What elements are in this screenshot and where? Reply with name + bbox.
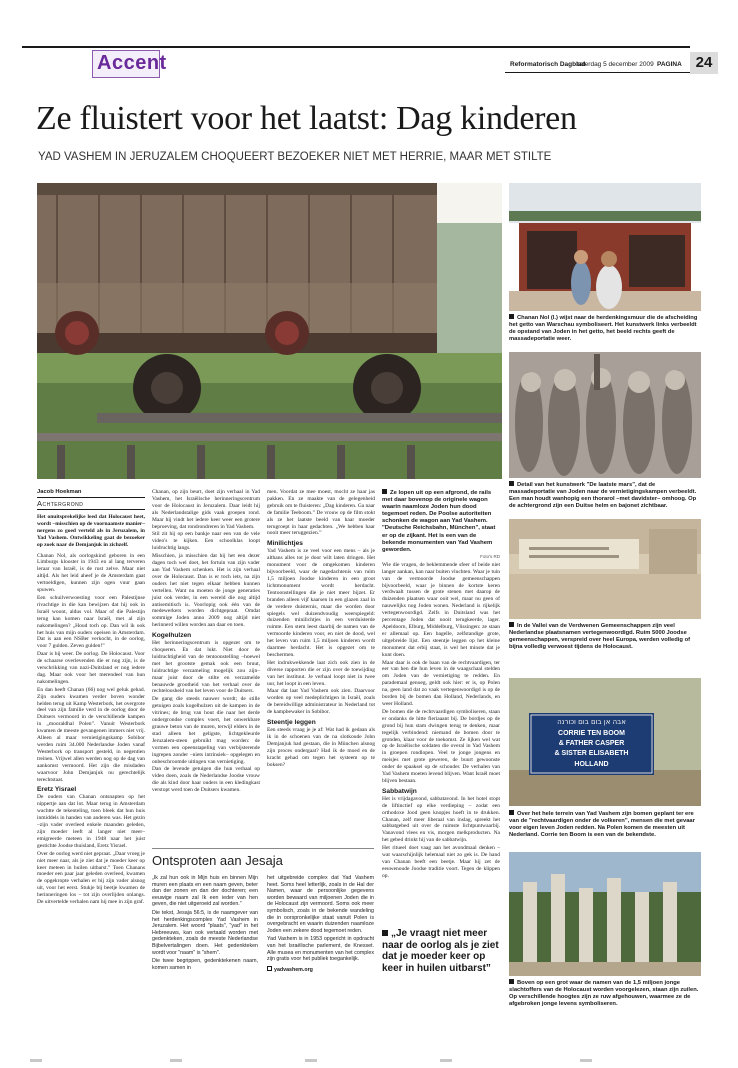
c4-p2: Maar daar is ook de baan van de rechtvaardigen, ter eer van hen die hun leven in de waagschaal stelden om Joden van de vernietiging te redden. En parademaal genoeg, geldt ook hier: er is, op Polen na, geen land dat zo vaak vertegenwoordigd is op de borden bij de bomen dan Holland, Nederlands, en weer Holland. <box>382 659 500 707</box>
pillars-photo <box>509 852 701 976</box>
c1-p5: De ouders van Chanan ontsnapten op het nippertje aan dat lot. Maar terug in Amsterdam wachtte de tekenteling, toen bleek dat hun huis inmiddels in handen van anderen was. Het gezin –zijn vader overleed enkele maanden geleden, zijn moeder leeft al langer niet meer– emigreerde meteen in 1948 naar het juist gestichte Joodse thuisland, Eretz Yisrael. <box>37 794 145 849</box>
sign-hebrew: אבה אן בום בום וכורנה <box>557 718 626 726</box>
monument-wall-photo <box>509 183 701 311</box>
registration-mark <box>170 1059 182 1062</box>
caption-valley-text: In de Vallei van de Verdwenen Gemeenschappen zijn veel Nederlandse plaatsnamen vertegenwoordigd. Ruim 5000 Joodse gemeenschappen, verspreid over heel Europa, werden volledig of bijna volledig verwoest tijdens de Holocaust. <box>509 623 691 650</box>
caption-bullet <box>509 979 514 984</box>
c3-subhead-2: Steentje leggen <box>267 719 316 727</box>
c3-p1: men. Voordat ze mee moest, mocht ze haar jas pakken. En ze maakte van de gelegenheid gebruik om te fluisteren: „Dag kinderen. Ga naar de familie Teeboom.” De vrouw op de film stokt als ze het laatste beeld van haar moeder terugroept in haar gedachten. „We hebben haar nooit meer teruggezien.” <box>267 489 375 537</box>
sign-line3: & SISTER ELISABETH <box>554 750 629 757</box>
relief-photo <box>509 352 701 478</box>
c3-subhead: Minilichtjes <box>267 540 303 548</box>
caption-relief <box>509 481 701 510</box>
caption-tree-text: Over het hele terrein van Yad Vashem zijn bomen geplant ter ere van de "rechtvaardigen onder de volkeren", mensen die met gevaar voor eigen leven Joden redden. Na Polen komen de meesten uit Nederland. Corrie ten Boom is een van de bekendste. <box>509 811 695 838</box>
c1-p1: Chanan Nol, als oorlogskind geboren in een Limburgs klooster in 1943 en al lang terveren leraar van Israël, is de rust zelve. Maar niet altijd. Als het leid aheef je de Amsterdam gaat vertoeldigen, kunnen zijn ogen vuur gaan spuwen. <box>37 552 145 594</box>
c2-p5: De gang die steeds nauwer wordt; de stille getuigen zoals kogelhulzen uit de kampen in de vitrines; de brug van hout die naar het derde ondergrondse complex voert, het onwerkbare grauwe beton van de muren, terwijl elders in de stad alleen het geligste, lichtgekleurde Jeruzalem-steen gebruikt mag worden: de vormen een opeenstapeling van verbijsterende ingrepen zonder –niets intrinsiek– opgelegen en onbeschroomde uitingen van vernietiging. <box>152 696 260 765</box>
page-number: 24 <box>690 52 718 74</box>
top-rule <box>22 46 690 48</box>
photo-credit: Foto's RD <box>480 553 500 559</box>
caption-bullet <box>509 314 514 319</box>
sidebar-p3: Die twee begrippen, gedenktekenen naam, komen samen in <box>152 958 258 971</box>
column-2 <box>152 489 260 795</box>
c4-p1: Wie die vragen, de beklemmende sfeer of beide niet langer aankan, kan naar buiten vluchten. Waar je tuin van de vermoorde Joodse gemeenschappen bijvoorbeeld, waar je binnen de kortste keren verdwaalt tussen de grote stenen met daarop de duizenden plaatsen waar ooit wel, maar nu geen of nauwelijks nog Joden wonen. Nederland is rijkelijk vertegenwoordigd. Zelfs in Duitsland was het percentage Joden dat nooit terugkeerde, lager. Apeldoorn, Elburg, Middelburg, Vlissingen: ze staan er allemaal op. Een bagelle, zelfstandige grote, uitgebreide lijst. Een steentje leggen op het kleine monument dat erbij staat, is wel het minste dat je kunt doen. <box>382 561 500 658</box>
c2-p4: Het herinneringscentrum is opgezet om te choqueren. En dat lukt. Niet door de luidruchtigheid van de tentoonstelling –hoewel met het grootste gemak ook een bruut, luidruchtige verzameling mogelijk zou zijn– maar juist door de stilte en verzamelde benauwde grootheid van het verhaal over de rechteloosheid van het leven voor de Duitsers. <box>152 640 260 695</box>
c1-p4: En dan heeft Chanan (66) nog wel geluk gehad. Zijn ouders kwamen verder boven wonder helden terug uit Kamp Westerbork, het overgrote deel van zijn familie verd in de oorlog door de Duitsers vermoord in de verschillende kampen in „mooraldhal Polen”. Vanuit Westerbork kwamen de meeste gevangenen immers niet vrij. Alleen al maar vernietigingskamp Sobibor werden ruim 34.000 Nederlandse Joden vanaf Westerbork op transport gesteld, in negentien treinen. Vrijwel allen werden nog op de dag van aankomst vermoord. Het zijn die misdaden waarvoor John Demjanjuk nu gerechtelijk terechtstaat. <box>37 686 145 783</box>
issue-date: zaterdag 5 december 2009 <box>576 61 654 68</box>
page-label: PAGINA <box>657 61 682 68</box>
c2-p3: Misschien, ja misschien dat hij het een dezer dagen toch wel doet, het fortuin van zijn vader aan Yad Vashem schenken. Het is zijn verhaal over de Holocaust. Dan is er toch iets, na zijn ouders het niet tegen elkaar hebben kunnen vertellen. Want nu moeten de jonge generaties juist ook verder, in een wereld die nog altijd antisemitisch is. Voorlopig ook één van de medewerkers worden dichtgepraat. Omdat sommige Joden anno 2009 nog altijd niet herinnerd willen worden aan daar en toen. <box>152 553 260 629</box>
c4-p4: Het is vrijdagavond, sabbatavond. In het hotel stopt de liftinctief op elke verdieping – zodat een orthodoxe Jood geen knopjes hoeft in te drukken. Chanan, zelf meer liberaal van inslag, spreekt het sabbatgebed uit over de ruimste lichtpuntwaarbij. Vanavond vlees en vis, morgen melkproducten. Na het gebed drinkt hij van de sabbatwijn. <box>382 795 500 844</box>
registration-mark <box>30 1059 42 1062</box>
c3-p3: Het indrukwekkende laat zich ook zien in de diverse rapporten die er zijn over de toewijding van het instituut. Je verhaal loopt niet in twee uur, het loopt in een leven. <box>267 659 375 687</box>
registration-mark <box>440 1059 452 1062</box>
caption-valley <box>509 622 701 651</box>
c2-p1: Chanan, op zijn beurt, doet zijn verhaal in Yad Vashem, het Israëlische herinneringscentrum voor de Holocaust in Jeruzalem. Daar leidt hij als Nederlandstalige gids vaak groepen rond. Maar hij vindt het iedere keer weer een grotere beproeving, dat rondrondreren in Yad Vashem. <box>152 489 260 530</box>
tree-sign-photo <box>509 678 701 806</box>
c4-subhead: Sabbatwijn <box>382 787 417 795</box>
caption-bullet <box>382 489 387 494</box>
pull-quote-text: „Je vraagt niet meer naar de oorlog als je ziet dat je moeder keer op keer in huilen uitbarst” <box>382 928 499 974</box>
column-4 <box>382 489 500 881</box>
c2-p2: Stil zit hij op een bankje naar een van de vele video's te kijken. Een schoolklas loopt luidruchtig langs. <box>152 531 260 552</box>
c4-p5: Het ritueel doet vaag aan het avondmaal denken – wat waarschijnlijk helemaal niet zo gek is. De hand van Chanan beeft een beetje. Maar hij zet de eeuwenoude Joodse traditie voort. Tegen de klippen op. <box>382 845 500 879</box>
link-icon <box>267 966 272 971</box>
sidebar-box <box>152 848 374 1000</box>
newspaper-name: Reformatorisch Dagblad <box>510 61 586 68</box>
caption-bullet <box>509 622 514 627</box>
caption-wall-text: Chanan Nol (l.) wijst naar de herdenkingsmuur die de afscheiding het getto van Warschau symboliseert. Het kunstwerk links verbeeldt de opstand van Joden in het getto, het beeld rechts geeft de massadeportatie weer. <box>509 315 698 342</box>
pull-quote <box>382 928 500 974</box>
caption-pillars-text: Boven op een grot waar de namen van de 1,5 miljoen jonge slachtoffers van de Holocaust worden voorgelezen, staan zijn zuilen. Op verschillende hoogtes zijn ze ruw afgehouwen, waarmee ze de afgebroken jonge levens symboliseren. <box>509 980 699 1007</box>
sidebar-col-1 <box>152 875 258 971</box>
caption-wagon-text: Ze lopen uit op een afgrond, de rails met daar bovenop de originele wagon waarin naamloze Joden hun dood tegemoet reden. De Poolse autoriteiten schonken de wagon aan Yad Vashem. "Deutsche Reichsbahn, München", staat er op de zijkant. Het is een van de bekende monumenten van Yad Vashem geworden. <box>382 490 496 553</box>
registration-mark <box>305 1059 317 1062</box>
column-1 <box>37 489 145 907</box>
c1-subhead: Eretz Yisrael <box>37 786 77 794</box>
caption-wall <box>509 314 701 343</box>
sidebar-p4: het uitgebreide complex dat Yad Vashem heet. Soms heel letterlijk, zoals in de Hal der Namen, waar de persoonlijke gegevens worden bewaard van miljoenen Joden die in de Holocaust zijn vermoord. Soms ook meer symbolisch, zoals in de bekende wandeling die in oorspronkelijke staat vanuit Polen is overgebracht en waarin duizenden naamloze Joden een zekere dood tegemoet reden. <box>267 875 374 934</box>
valley-photo <box>509 519 701 619</box>
caption-pillars <box>509 979 701 1008</box>
byline-kicker: Achtergrond <box>37 497 145 510</box>
caption-relief-text: Detail van het kunstwerk "De laatste mars", dat de massadeportatie van Joden naar de vernietigingskampen verbeeldt. Een man houdt wanhopig een thorarol –met davidster– omhoog. Op de achtergrond zijn een Duitse helm en bajonet zichtbaar. <box>509 482 697 509</box>
sidebar-url-text[interactable]: yadvashem.org <box>274 966 313 973</box>
caption-bullet <box>509 481 514 486</box>
registration-mark <box>580 1059 592 1062</box>
column-3 <box>267 489 375 770</box>
sign-line1: CORRIE TEN BOOM <box>558 730 625 737</box>
sidebar-col-2 <box>267 875 374 973</box>
sign-line4: HOLLAND <box>574 761 609 768</box>
c2-subhead: Kogelhulzen <box>152 632 192 640</box>
c4-p3: De bomen die de rechtvaardigen symboliseren, staan er ondanks de hitte fleriaaant bij. De bordjes op de grond bij hun stam dwingen terug te denken, maar tegelijk verbindend: niemand de bomen door te gronden, klaar voor de toekomst. Ze lijken wel wat op de Israëlische soldaten die overal in Yad Vashem in groepen rondlopen. Veel te jonge jongens en meisjes met grote geweren, de buurt gewoonste onder de spaaksel op de schouder. De verhalen van Yad Vashem moeten levend blijven. Want Israël moet blijven bestaan. <box>382 708 500 784</box>
byline-author: Jacob Hoekman <box>37 489 82 495</box>
c2-p6: Dan de levende getuigen die hun verhaal op video doen, zoals de Nederlandse Joodse vrouw die als kind door haar ouders in een kledingkast verstopt werd toen de Duitsers kwamen. <box>152 766 260 794</box>
sidebar-p5: Yad Vashem is in 1953 opgericht in opdracht van het Israëlische parlement, de Knesset. Alle musea en monumenten van het complex zijn gratis voor het publiek toegankelijk. <box>267 936 374 963</box>
c3-p4: Maar dat laat Yad Vashem ook zien. Daarvoor worden op veel medeplichtigen in Israël, zoals de bereidwillige administrateur in Nederland tot de kampbewaker in Sobibor. <box>267 688 375 716</box>
caption-bullet <box>509 810 514 815</box>
wagon-photo <box>37 183 502 479</box>
intro-text: Het onuitsprekelijke leed dat Holocaust heet, wordt –misschien op de voornaamste manier– nergens zo goed verteld als in Jeruzalem, in Yad Vashem. Ontwikkeling gaat de bezoeker op zoek naar de Demjanjuk in zichzelf. <box>37 514 145 548</box>
c3-p2: Yad Vashem is ze veel voor een mens – als je althans alles tot je door wilt laten dringen. Het monument voor de omgekomen kinderen bijvoorbeeld, waar de nagedachtenis van ruim 1,5 miljoen Joodse kinderen in een groot lichtmonument wordt herdacht. Tentoonstellingen die je niet meer bijzet. Er branden alleen vijf kaarsen in een glazen zaal in de verdere duisternis, maar die worden door spiegels wel duizendvoudig weerspiegeld: duizenden minilichtjes in een verduisterde ruimte. Een stem leest daarbij de namen van de vermoorde kinderen voor, en niet de dood, wel het leven van ruim 1,5 miljoen kinderen wordt daarmee herdacht. Het is opgezet om te beschermen. <box>267 548 375 658</box>
header-underline <box>505 72 690 73</box>
caption-tree <box>509 810 701 839</box>
quote-bullet <box>382 930 388 936</box>
subheadline: YAD VASHEM IN JERUZALEM CHOQUEERT BEZOEKER NIET MET HERRIE, MAAR MET STILTE <box>38 151 552 163</box>
c1-p3: Daar is hij weer. De oorlog. De Holocaust. Voor de schaarse overlevenden die er nog zijn, is de verschrikking van nazi-Duitsland er nog iedere dag. Maar ook voor het merendeel van hun nakomelingen. <box>37 651 145 685</box>
headline: Ze fluistert voor het laatst: Dag kinderen <box>36 100 577 137</box>
c1-p6: Over de oorlog werd niet gepraat. „Daar vroeg je niet meer naar, als je ziet dat je moeder keer op keer meteen in huilen uitbarst.” Toen Chanans moeder een paar jaar geleden overleed, kwamen de opgekropte verhalen er bij zijn vader alsnog uit, voor het eerst. Stukje bij beetje kwamen de herinneringen los – tot zijn overlijden onlangs. De uitvertelde verhalen nam hij mee in zijn graf. <box>37 850 145 906</box>
c3-p5: Een steeds vraag je je af: Wat had ik gedaan als ik in de schoenen van de na slotkoude John Demjanjuk had gestaan, die in München alsnog zijn proces ondergaat? Had ik de moed en de kracht gehad om tegen het systeem op te boksen? <box>267 727 375 768</box>
sidebar-p1: „Ik zal hun ook in Mijn huis en binnen Mijn muren een plaats en een naam geven, beter dan der zonen en dan der dochteren; een eeuwige naam zal Ik een ieder van hen geven, die niet uitgeroeid zal worden.” <box>152 875 258 908</box>
sidebar-url[interactable] <box>267 966 374 974</box>
section-label: Accent <box>97 52 167 74</box>
caption-wagon <box>382 489 500 554</box>
sidebar-title: Ontsproten aan Jesaja <box>152 853 283 868</box>
c1-p2: Een schuilverwoesting voor een Palestijnse rivachtige in die kan bewijzen dat hij ook in Israël woont, aldus vol. Maar of die Palestijn terug kan komen naar Israël, met al zijn nakomelingen? „Houd toch op. Dan wil ik ook het huis van mijn ouders opeisen in Amsterdam. Dat is aan een NSBer verkocht, in de oorlog, voor 7 gulden. Zeven gulden!” <box>37 594 145 650</box>
sign-line2: & FATHER CASPER <box>558 740 625 747</box>
sidebar-p2: Die tekst, Jesaja 56:5, is de naamgever van het herdenkingscomplex Yad Vashem in Jeruzalem. Het woord "plaats", "yad" in het Hebreeuws, kan ook vertaald worden met gedenkteken, zoals de meeste Nederlandse Bijbelvertalingen doen. Het gedenkteken wordt voor "naam" is "shem". <box>152 909 258 956</box>
